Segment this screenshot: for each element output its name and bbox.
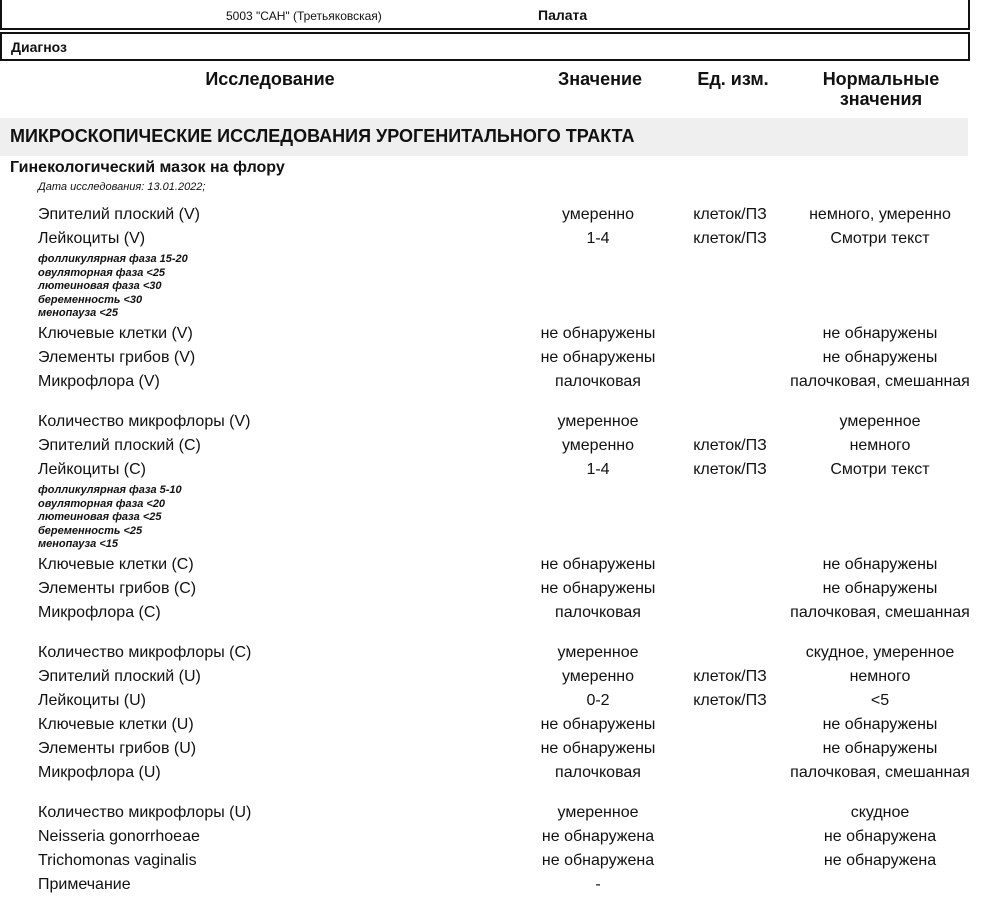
result-name: Ключевые клетки (U) bbox=[38, 716, 194, 733]
result-value: умеренное bbox=[557, 804, 639, 821]
reference-note-line: фолликулярная фаза 5-10 bbox=[38, 484, 182, 496]
result-norm: не обнаружены bbox=[822, 716, 938, 733]
result-norm: не обнаружены bbox=[822, 740, 938, 757]
result-norm: не обнаружена bbox=[823, 852, 937, 869]
section-header bbox=[0, 118, 968, 156]
result-unit: клеток/ПЗ bbox=[693, 692, 767, 709]
result-name: Элементы грибов (V) bbox=[38, 349, 196, 366]
result-norm: <5 bbox=[870, 692, 890, 709]
result-value: 0-2 bbox=[586, 692, 610, 709]
result-norm: Смотри текст bbox=[830, 461, 930, 478]
result-value: не обнаружены bbox=[540, 740, 656, 757]
result-name: Neisseria gonorrhoeae bbox=[38, 828, 200, 845]
result-name: Микрофлора (U) bbox=[38, 764, 161, 781]
column-header-unit: Ед. изм. bbox=[697, 69, 769, 89]
diagnosis-box bbox=[0, 32, 970, 61]
ward-label: Палата bbox=[538, 7, 588, 23]
result-name: Ключевые клетки (C) bbox=[38, 556, 194, 573]
result-name: Trichomonas vaginalis bbox=[38, 852, 197, 869]
reference-note-line: овуляторная фаза <20 bbox=[38, 497, 166, 510]
result-name: Микрофлора (C) bbox=[38, 604, 161, 621]
result-norm: не обнаружены bbox=[822, 325, 938, 342]
result-name: Эпителий плоский (V) bbox=[38, 206, 200, 223]
result-value: не обнаружена bbox=[541, 828, 655, 845]
reference-note-line: беременность <25 bbox=[38, 524, 143, 537]
result-unit: клеток/ПЗ bbox=[693, 668, 767, 685]
result-value: не обнаружены bbox=[540, 716, 656, 733]
result-value: не обнаружены bbox=[540, 349, 656, 366]
result-value: - bbox=[595, 876, 601, 893]
reference-note-line: фолликулярная фаза 15-20 bbox=[38, 253, 188, 265]
result-name: Количество микрофлоры (C) bbox=[38, 644, 252, 661]
column-header-norm: Нормальные значения bbox=[822, 69, 940, 109]
result-norm: не обнаружены bbox=[822, 556, 938, 573]
result-norm: палочковая, смешанная bbox=[790, 604, 970, 621]
result-unit: клеток/ПЗ bbox=[693, 206, 767, 223]
result-unit: клеток/ПЗ bbox=[693, 437, 767, 454]
result-value: умеренно bbox=[561, 437, 635, 454]
reference-note-line: беременность <30 bbox=[38, 293, 143, 306]
reference-note-line: лютеиновая фаза <30 bbox=[38, 280, 162, 293]
result-norm: скудное bbox=[850, 804, 910, 821]
result-norm: палочковая, смешанная bbox=[790, 373, 970, 390]
result-value: палочковая bbox=[555, 764, 641, 781]
result-value: не обнаружена bbox=[541, 852, 655, 869]
result-name: Лейкоциты (U) bbox=[38, 692, 146, 709]
result-name: Лейкоциты (V) bbox=[38, 230, 146, 247]
reference-note-line: менопауза <15 bbox=[38, 538, 119, 551]
result-name: Эпителий плоский (U) bbox=[38, 668, 201, 685]
result-norm: палочковая, смешанная bbox=[790, 764, 970, 781]
result-name: Элементы грибов (C) bbox=[38, 580, 197, 597]
result-norm: умеренное bbox=[839, 413, 921, 430]
reference-note-line: менопауза <25 bbox=[38, 307, 119, 320]
result-norm: Смотри текст bbox=[830, 230, 930, 247]
header-box bbox=[0, 0, 970, 30]
result-norm: не обнаружены bbox=[822, 349, 938, 366]
organization-name: 5003 "САН" (Третьяковская) bbox=[226, 9, 382, 23]
result-unit: клеток/ПЗ bbox=[693, 230, 767, 247]
result-value: 1-4 bbox=[586, 230, 610, 247]
result-value: умеренно bbox=[561, 668, 635, 685]
result-name: Примечание bbox=[38, 876, 131, 893]
result-name: Лейкоциты (C) bbox=[38, 461, 146, 478]
result-name: Микрофлора (V) bbox=[38, 373, 160, 390]
result-norm: не обнаружена bbox=[823, 828, 937, 845]
result-name: Количество микрофлоры (V) bbox=[38, 413, 251, 430]
result-value: не обнаружены bbox=[540, 556, 656, 573]
reference-note-line: лютеиновая фаза <25 bbox=[38, 511, 162, 524]
result-norm: немного, умеренно bbox=[809, 206, 951, 223]
result-name: Элементы грибов (U) bbox=[38, 740, 197, 757]
result-name: Количество микрофлоры (U) bbox=[38, 804, 252, 821]
diagnosis-label: Диагноз bbox=[11, 39, 67, 55]
result-norm: скудное, умеренное bbox=[805, 644, 955, 661]
result-norm: немного bbox=[849, 437, 911, 454]
result-name: Эпителий плоский (C) bbox=[38, 437, 201, 454]
reference-note bbox=[38, 253, 188, 321]
result-name: Ключевые клетки (V) bbox=[38, 325, 193, 342]
column-header-value: Значение bbox=[557, 69, 643, 89]
result-value: умеренное bbox=[557, 644, 639, 661]
result-value: палочковая bbox=[555, 373, 641, 390]
result-value: не обнаружены bbox=[540, 325, 656, 342]
result-norm: не обнаружены bbox=[822, 580, 938, 597]
result-value: палочковая bbox=[555, 604, 641, 621]
reference-note-line: овуляторная фаза <25 bbox=[38, 266, 166, 279]
test-date: Дата исследования: 13.01.2022; bbox=[38, 181, 206, 193]
test-name: Гинекологический мазок на флору bbox=[10, 159, 285, 176]
section-title: МИКРОСКОПИЧЕСКИЕ ИССЛЕДОВАНИЯ УРОГЕНИТАЛЬНОГО ТРАКТА bbox=[10, 126, 635, 146]
result-value: умеренно bbox=[561, 206, 635, 223]
result-value: умеренное bbox=[557, 413, 639, 430]
result-value: 1-4 bbox=[586, 461, 610, 478]
result-norm: немного bbox=[849, 668, 911, 685]
result-value: не обнаружены bbox=[540, 580, 656, 597]
result-unit: клеток/ПЗ bbox=[693, 461, 767, 478]
reference-note bbox=[38, 484, 182, 552]
column-header-test: Исследование bbox=[205, 69, 335, 89]
